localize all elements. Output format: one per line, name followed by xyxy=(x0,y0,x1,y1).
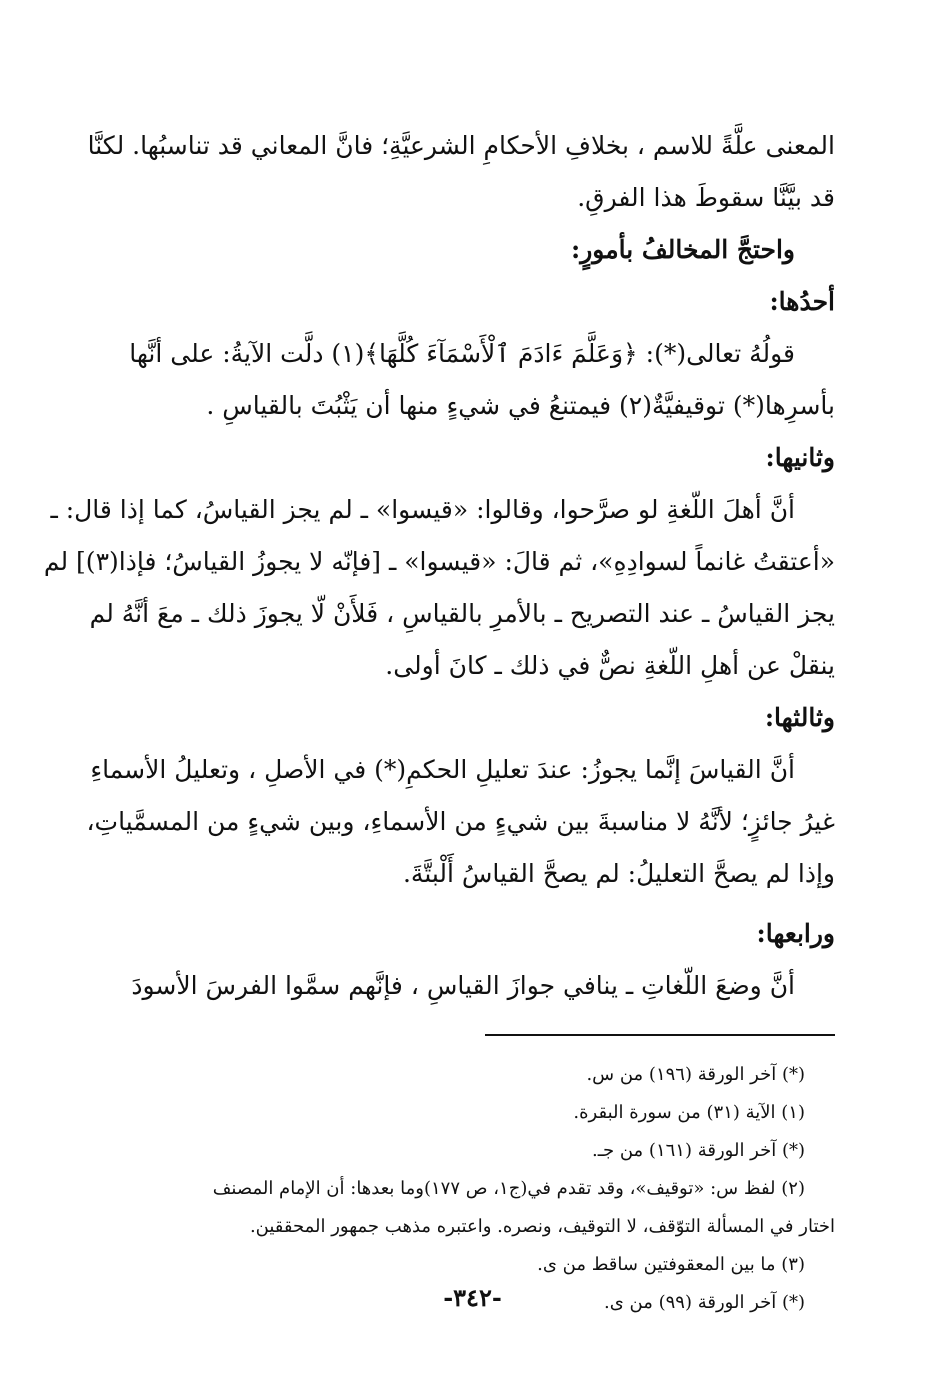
text-line: غيرُ جائزٍ؛ لأنَّهُ لا مناسبةَ بين شيءٍ من الأسماءِ، وبين شيءٍ من المسمَّياتِ، xyxy=(86,807,835,836)
text-line: ينقلْ عن أهلِ اللّغةِ نصٌّ في ذلك ـ كانَ أولى. xyxy=(385,651,835,680)
footnote: اختار في المسألة التوّقف، لا التوقيف، ونصره. واعتبره مذهب جمهور المحققين. xyxy=(249,1216,835,1237)
text-line: أنَّ القياسَ إنَّما يجوزُ: عندَ تعليلِ الحكمِ(*) في الأصلِ ، وتعليلُ الأسماءِ xyxy=(90,755,795,784)
footnote: (٣) ما بين المعقوفتين ساقط من ى. xyxy=(537,1254,805,1275)
footnote: (*) آخر الورقة (١٦١) من جـ. xyxy=(592,1140,805,1161)
text-line: وإذا لم يصحَّ التعليلُ: لم يصحَّ القياسُ أَلْبتَّةَ. xyxy=(402,859,835,888)
text-line: أنَّ وضعَ اللّغاتِ ـ ينافي جوازَ القياسِ ، فإنَّهم سمَّوا الفرسَ الأسودَ xyxy=(131,971,795,1000)
text-line: بأسرِها(*) توقيفيَّةٌ(٢) فيمتنعُ في شيءٍ منها أن يَثْبُتَ بالقياسِ . xyxy=(206,391,835,420)
footnote: (١) الآية (٣١) من سورة البقرة. xyxy=(573,1102,805,1123)
main-text xyxy=(43,120,835,1012)
heading-fourth: ورابعها: xyxy=(756,919,835,948)
heading-second: وثانيها: xyxy=(765,443,835,472)
text-line: قولُهُ تعالى(*): ﴿وَعَلَّمَ ءَادَمَ ٱلْأَسْمَآءَ كُلَّهَا﴾(١) دلَّت الآيةُ: على أنَّها xyxy=(129,339,795,368)
text-line: «أعتقتُ غانماً لسوادِهِ»، ثم قالَ: «قيسوا» ـ [فإنّه لا يجوزُ القياسُ؛ فإذا(٣)] لم xyxy=(43,547,835,576)
heading-first: أحدُها: xyxy=(769,287,835,316)
footnote: (*) آخر الورقة (١٩٦) من س. xyxy=(586,1064,805,1085)
text-line: أنَّ أهلَ اللّغةِ لو صرَّحوا، وقالوا: «قيسوا» ـ لم يجز القياسُ، كما إذا قال: ـ xyxy=(50,495,795,524)
page-number: -٣٤٢- xyxy=(443,1283,502,1312)
heading-third: وثالثها: xyxy=(764,703,835,732)
text-line: قد بيَّنَّا سقوطَ هذا الفرقِ. xyxy=(577,183,835,212)
text-line: يجز القياسُ ـ عند التصريح ـ بالأمرِ بالقياسِ ، فَلأَنْ لّا يجوزَ ذلك ـ معَ أنَّهُ لم xyxy=(89,599,835,628)
section-intro: واحتجَّ المخالفُ بأمورٍ: xyxy=(570,235,795,264)
footnote: (*) آخر الورقة (٩٩) من ى. xyxy=(604,1292,805,1313)
footnote-divider xyxy=(485,1034,835,1036)
text-line: المعنى علَّةً للاسم ، بخلافِ الأحكامِ الشرعيَّةِ؛ فانَّ المعاني قد تناسبُها. لكنَّا xyxy=(87,131,835,160)
footnote: (٢) لفظ س: «توقيف»، وقد تقدم في(ج١، ص ١٧٧)وما بعدها: أن الإمام المصنف xyxy=(212,1178,805,1199)
